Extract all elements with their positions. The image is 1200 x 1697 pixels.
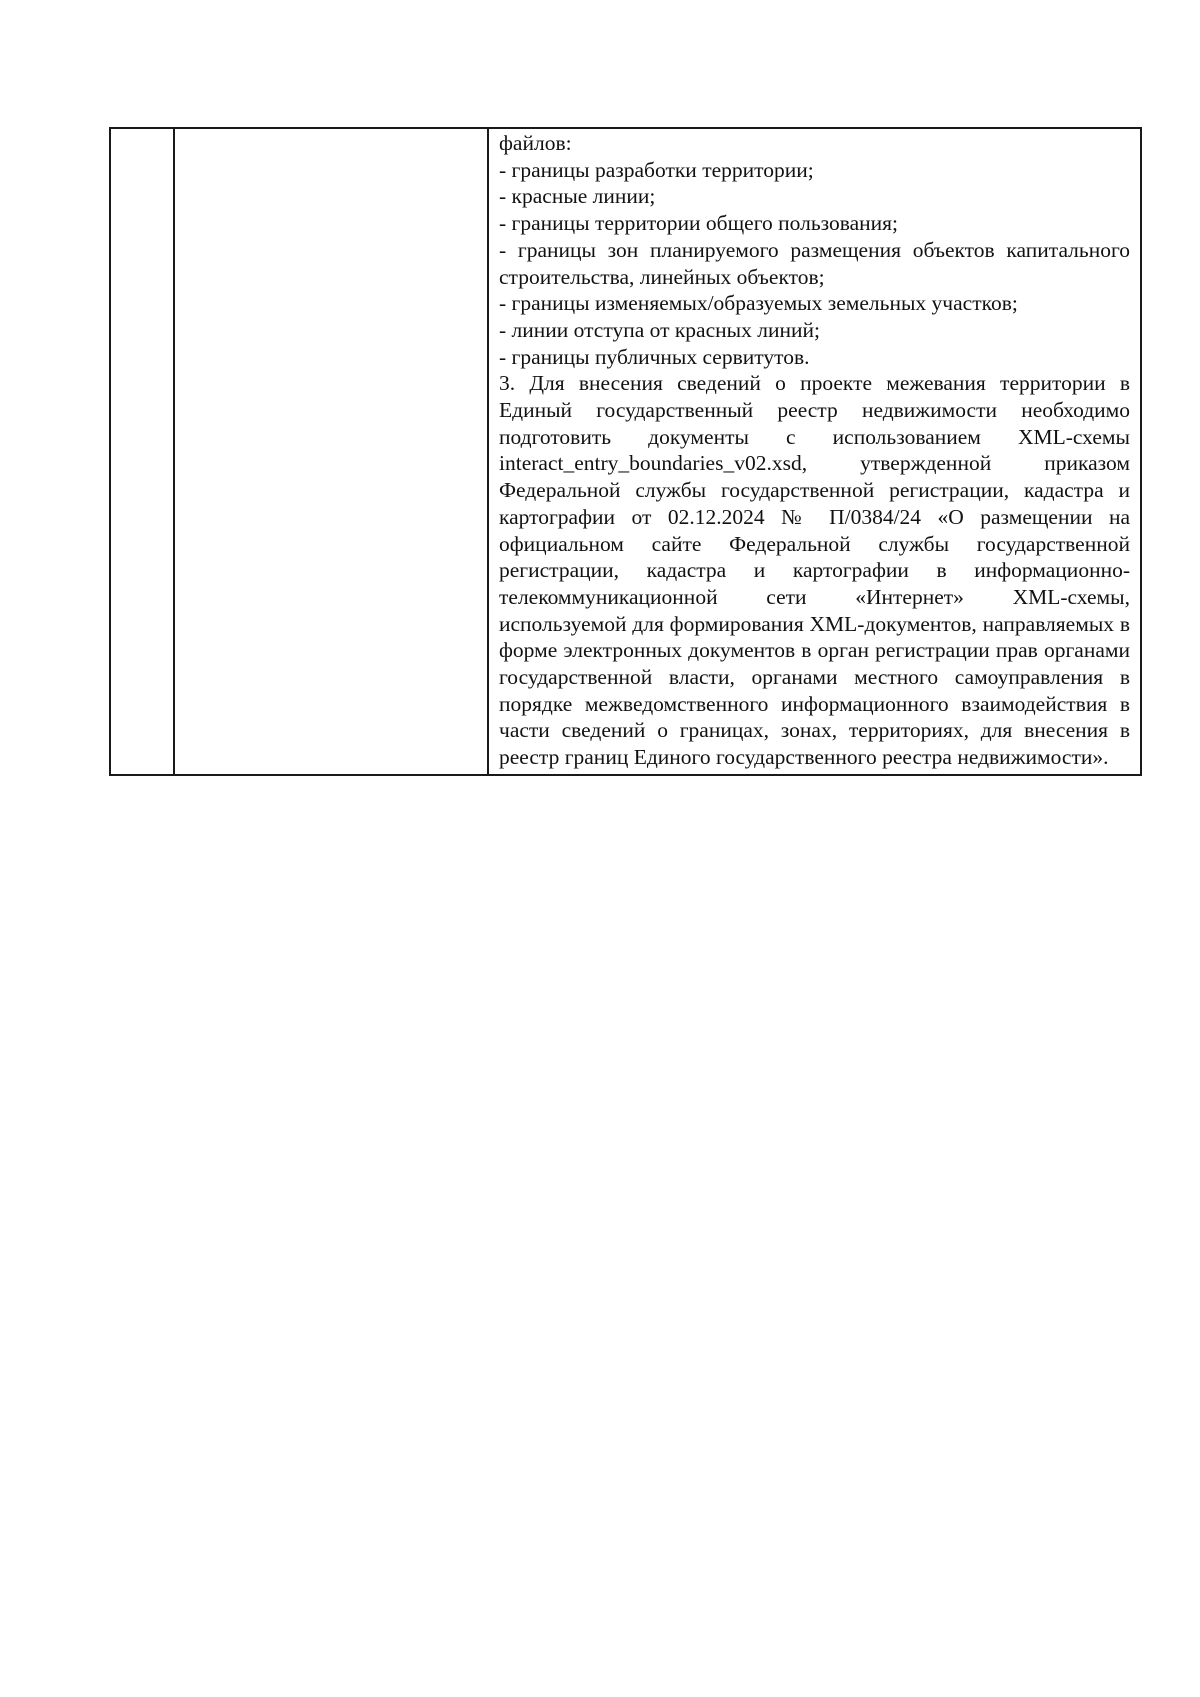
content-table <box>109 127 1142 776</box>
bullet-item: - границы изменяемых/образуемых земельных участков; <box>499 291 1018 316</box>
bullet-item: - границы публичных сервитутов. <box>499 344 810 369</box>
table-cell-name <box>174 128 488 775</box>
bullet-item: - границы разработки территории; <box>499 157 814 182</box>
intro-text: файлов: <box>499 131 572 155</box>
table-cell-content <box>488 128 1141 775</box>
bullet-item: - линии отступа от красных линий; <box>499 317 820 342</box>
paragraph-3: 3. Для внесения сведений о проекте межевания территории в Единый государственный реестр недвижимости необходимо подготовить документы с использованием XML-схемы interact_entry_boundaries_v02.xsd, утвержденной приказом Федеральной службы государственной регистрации, кадастра и картографии от 02.12.2024 № П/0384/24 «О размещении на официальном сайте Федеральной службы государственной регистрации, кадастра и картографии в информационно-телекоммуникационной сети «Интернет» XML-схемы, используемой для формирования XML-документов, направляемых в форме электронных документов в орган регистрации прав органами государственной власти, органами местного самоуправления в порядке межведомственного информационного взаимодействия в части сведений о границах, зонах, территориях, для внесения в реестр границ Единого государственного реестра недвижимости». <box>499 371 1130 770</box>
table-cell-number <box>110 128 174 775</box>
bullet-item: - границы территории общего пользования; <box>499 211 899 236</box>
table-row <box>110 128 1141 775</box>
bullet-item: - границы зон планируемого размещения объектов капитального строительства, линейных объектов; <box>499 237 1130 289</box>
bullet-item: - красные линии; <box>499 184 656 209</box>
